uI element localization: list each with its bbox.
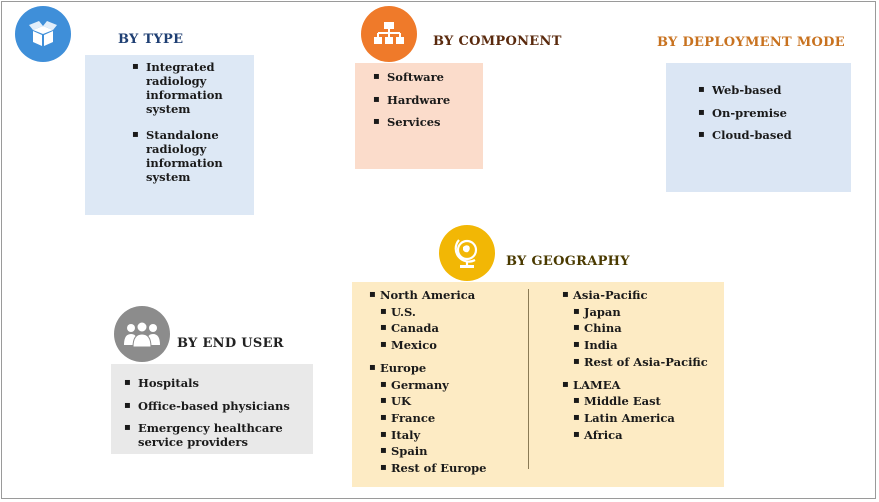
geography-region: ▪ LAMEA (573, 377, 708, 394)
by-end-user-item (138, 376, 290, 390)
by-end-user-box (111, 364, 313, 454)
geography-country: ▪ UK (391, 393, 487, 410)
by-deployment-item: ▪ Web-based (712, 83, 792, 97)
geography-country: ▪ Japan (584, 304, 708, 321)
by-end-user-item-line: ▪ Office-based physicians (138, 398, 290, 413)
geography-country: ▪ Mexico (391, 337, 487, 354)
by-type-item-line: information (146, 88, 223, 102)
by-end-user-item-line: service providers (138, 435, 248, 449)
geography-country: ▪ U.S. (391, 304, 487, 321)
geography-country: ▪ Italy (391, 427, 487, 444)
by-type-item-line: ▪ Integrated (146, 60, 215, 74)
by-component-item: ▪ Hardware (387, 93, 450, 107)
geography-country: ▪ Africa (584, 427, 708, 444)
geography-country: ▪ Latin America (584, 410, 708, 427)
by-deployment-box (666, 63, 851, 192)
users-group-icon (114, 306, 170, 362)
by-type-item-line: system (146, 170, 191, 184)
globe-icon-svg (451, 236, 483, 270)
geography-region: ▪ North America (380, 287, 487, 304)
by-deployment-item: ▪ On-premise (712, 106, 792, 120)
geography-country: ▪ Germany (391, 377, 487, 394)
flowchart-icon (361, 6, 417, 62)
by-end-user-item-line: ▪ Hospitals (138, 376, 200, 390)
geography-country: ▪ Spain (391, 443, 487, 460)
geography-country: ▪ India (584, 337, 708, 354)
by-geography-box (352, 282, 724, 487)
by-end-user-heading: BY END USER (177, 336, 284, 351)
open-box-icon-svg (26, 17, 60, 51)
globe-icon (439, 225, 495, 281)
flowchart-icon-svg (373, 20, 405, 48)
geography-country: ▪ France (391, 410, 487, 427)
by-end-user-item (138, 399, 290, 413)
by-type-item-line: ▪ Standalone (146, 128, 219, 142)
by-type-item-line: radiology (146, 142, 207, 156)
by-component-item: ▪ Services (387, 115, 450, 129)
geography-region: ▪ Asia-Pacific (573, 287, 708, 304)
geography-country: ▪ China (584, 320, 708, 337)
by-type-item (146, 128, 246, 184)
by-end-user-item (138, 421, 290, 449)
by-end-user-item-line: ▪ Emergency healthcare (138, 421, 283, 435)
geography-region: ▪ Europe (380, 360, 487, 377)
by-type-item-line: radiology (146, 74, 207, 88)
by-component-box (355, 63, 483, 169)
by-type-item (146, 60, 246, 116)
open-box-icon (15, 6, 71, 62)
by-component-heading: BY COMPONENT (433, 34, 562, 49)
geography-country: ▪ Middle East (584, 393, 708, 410)
by-deployment-heading: BY DEPLOYMENT MODE (657, 35, 845, 50)
by-component-item: ▪ Software (387, 70, 450, 84)
geography-divider (528, 289, 529, 469)
geography-country: ▪ Rest of Asia-Pacific (584, 354, 708, 371)
by-geography-heading: BY GEOGRAPHY (506, 254, 630, 269)
by-deployment-item: ▪ Cloud-based (712, 128, 792, 142)
users-group-icon-svg (122, 319, 162, 349)
by-type-item-line: information (146, 156, 223, 170)
geography-country: ▪ Canada (391, 320, 487, 337)
by-type-item-line: system (146, 102, 191, 116)
geography-country: ▪ Rest of Europe (391, 460, 487, 477)
by-type-box (85, 55, 254, 215)
by-type-heading: BY TYPE (118, 32, 184, 47)
